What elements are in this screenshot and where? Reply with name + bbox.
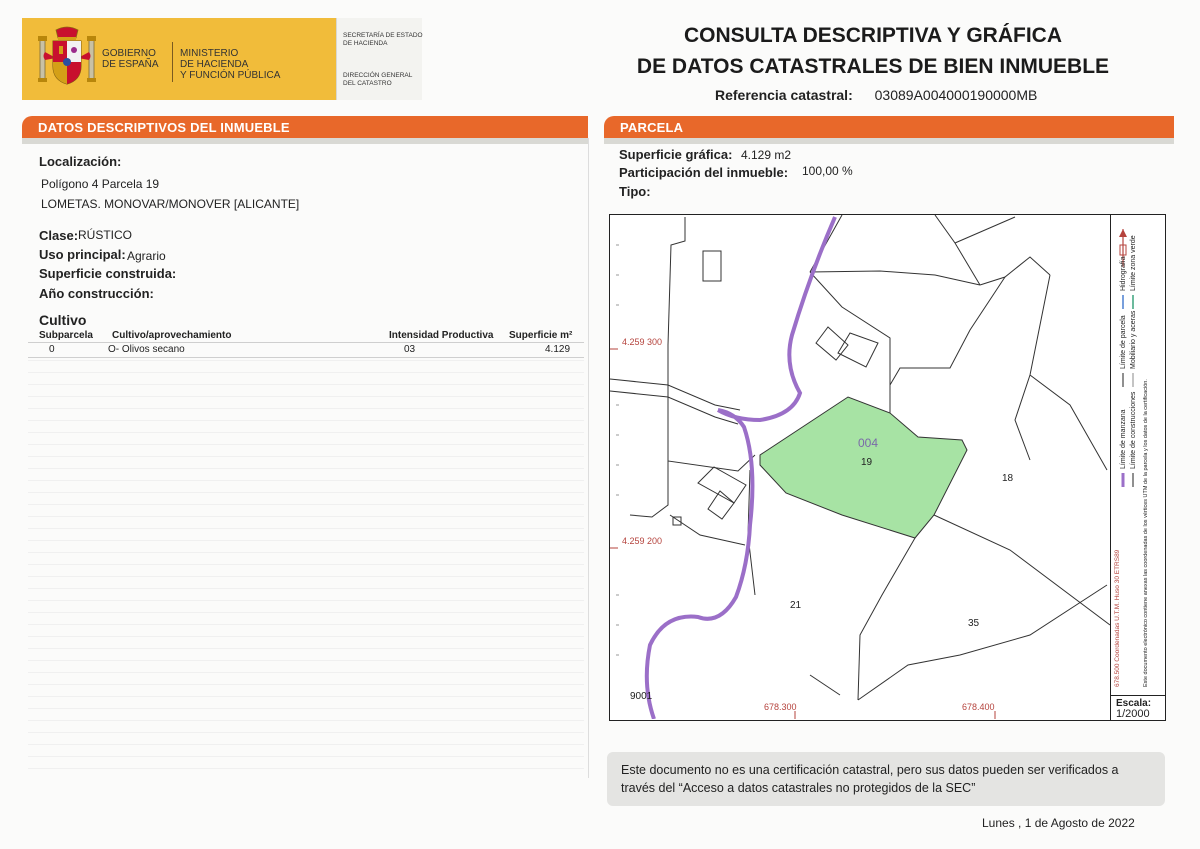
margin-ticks — [616, 245, 619, 655]
legend-parcel-label: Límite de parcela — [1120, 315, 1127, 369]
parcel-9001-label: 9001 — [630, 691, 653, 702]
crop-title: Cultivo — [39, 312, 87, 328]
table-cell-area: 4.129 — [545, 344, 571, 355]
parcel-21-label: 21 — [790, 600, 802, 611]
reference-label: Referencia catastral: — [715, 87, 853, 103]
coord-x-left: 678.300 — [764, 702, 797, 712]
reference-value: 03089A004000190000MB — [874, 87, 1038, 103]
graphic-area-label: Superficie gráfica: — [619, 147, 733, 162]
built-area-label: Superficie construida: — [39, 266, 177, 281]
parcel-header: PARCELA — [604, 116, 1174, 138]
legend-block-label: Límite de manzana — [1120, 409, 1127, 469]
legend-constructions-label: Límite de construcciones — [1130, 391, 1137, 469]
coord-y-top: 4.259 300 — [622, 337, 663, 347]
section-bar-shadow — [604, 138, 1174, 144]
government-name: GOBIERNO DE ESPAÑA — [102, 48, 159, 70]
secretariat-block — [336, 18, 422, 100]
cadastral-map[interactable] — [609, 214, 1166, 721]
empty-table-rows — [28, 360, 584, 780]
cadastral-reference — [715, 87, 1037, 103]
type-label: Tipo: — [619, 184, 651, 199]
legend-drawing — [1111, 215, 1166, 695]
location-line-2: LOMETAS. MONOVAR/MONOVER [ALICANTE] — [41, 197, 300, 211]
ministry-name: MINISTERIO DE HACIENDA Y FUNCIÓN PÚBLICA — [180, 48, 281, 81]
use-value: Agrario — [127, 249, 166, 263]
table-cell-intensity: 03 — [404, 344, 416, 355]
panel-edge — [588, 138, 589, 778]
participation-value: 100,00 % — [802, 164, 853, 178]
parcel-18-label: 18 — [1002, 473, 1014, 484]
map-drawing — [610, 215, 1110, 719]
coord-y-bottom: 4.259 200 — [622, 536, 663, 546]
location-label: Localización: — [39, 154, 122, 169]
directorate-name: DIRECCIÓN GENERAL DEL CATASTRO — [343, 72, 413, 87]
graphic-area-value: 4.129 m2 — [741, 148, 792, 162]
scale-label: Escala: — [1116, 698, 1152, 709]
table-row-rule — [28, 357, 584, 358]
class-label: Clase: — [39, 228, 79, 243]
document-date: Lunes , 1 de Agosto de 2022 — [982, 816, 1135, 830]
secretariat-name: SECRETARÍA DE ESTADO DE HACIENDA — [343, 32, 423, 47]
legend-green-label: Límite zona verde — [1130, 235, 1137, 291]
class-value: RÚSTICO — [78, 228, 132, 242]
legend-utm: 678.500 Coordenadas U.T.M. Huso 30 ETRS89 — [1114, 549, 1121, 687]
descriptive-data-header: DATOS DESCRIPTIVOS DEL INMUEBLE — [22, 116, 588, 138]
legend-water-label: Hidrografía — [1120, 256, 1127, 291]
coat-of-arms-icon — [34, 26, 106, 92]
table-header-crop: Cultivo/aprovechamiento — [112, 330, 232, 341]
government-logo-banner — [22, 18, 336, 100]
banner-divider — [172, 42, 173, 82]
map-legend — [1110, 215, 1165, 695]
parcel-35-label: 35 — [968, 618, 980, 629]
document-title: CONSULTA DESCRIPTIVA Y GRÁFICA DE DATOS CATASTRALES DE BIEN INMUEBLE — [636, 24, 1110, 78]
table-header-intensity: Intensidad Productiva — [389, 330, 494, 341]
table-header-subparcel: Subparcela — [39, 330, 93, 341]
legend-note: Este documento electrónico contiene anexas las coordenadas de los vértices UTM de la parcela y los datos de la certificación. — [1143, 379, 1149, 687]
coord-x-right: 678.400 — [962, 702, 995, 712]
participation-label: Participación del inmueble: — [619, 165, 789, 180]
section-bar-shadow — [22, 138, 588, 144]
polygon-label: 004 — [858, 436, 879, 450]
map-scale — [1110, 695, 1165, 720]
scale-value: 1/2000 — [1116, 708, 1150, 720]
table-header-rule — [28, 342, 584, 343]
construction-year-label: Año construcción: — [39, 286, 154, 301]
legend-furniture-label: Mobiliario y aceras — [1130, 310, 1137, 369]
location-line-1: Polígono 4 Parcela 19 — [41, 177, 160, 191]
table-header-area: Superficie m² — [509, 330, 573, 341]
table-cell-subparcel: 0 — [49, 344, 55, 355]
table-cell-crop: O- Olivos secano — [108, 344, 185, 355]
verification-notice: Este documento no es una certificación catastral, pero sus datos pueden ser verificados a través del “Acceso a datos catastrales no protegidos de la SEC” — [607, 752, 1165, 806]
parcel-19-label: 19 — [861, 457, 873, 468]
use-label: Uso principal: — [39, 247, 126, 262]
